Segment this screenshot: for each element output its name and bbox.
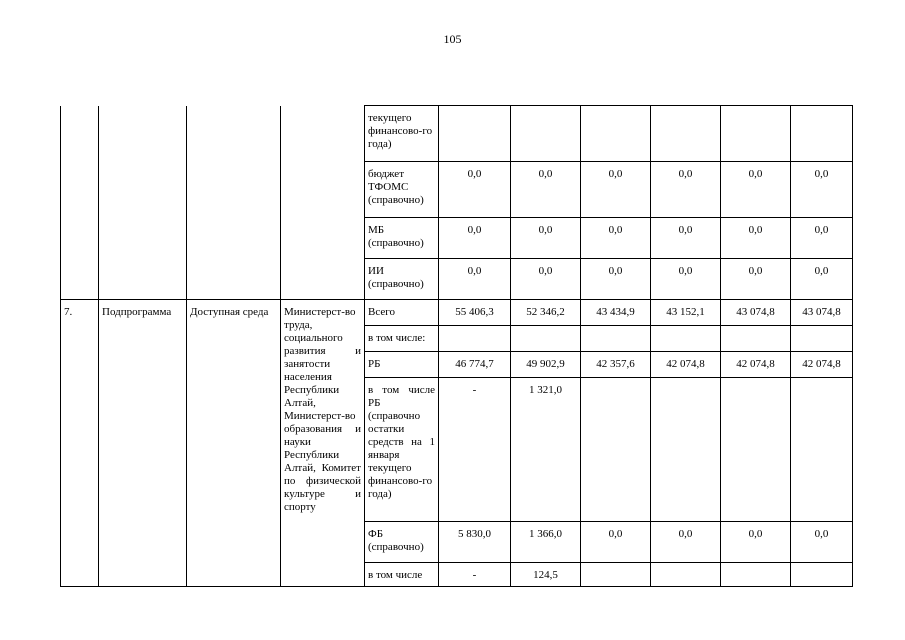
executor-cell xyxy=(281,106,365,300)
value-cell xyxy=(721,326,791,352)
value-cell: 5 830,0 xyxy=(439,522,511,563)
value-cell xyxy=(791,326,853,352)
value-cell: - xyxy=(439,563,511,587)
value-cell: 0,0 xyxy=(651,218,721,259)
value-cell: 0,0 xyxy=(651,259,721,300)
value-cell: 0,0 xyxy=(511,162,581,218)
source-label: РБ xyxy=(365,352,439,378)
value-cell: - xyxy=(439,378,511,522)
value-cell xyxy=(791,378,853,522)
value-cell: 42 357,6 xyxy=(581,352,651,378)
program-name: Доступная среда xyxy=(187,300,281,587)
value-cell xyxy=(721,563,791,587)
value-cell: 0,0 xyxy=(439,162,511,218)
program-executor: Министерст-во труда, социального развития и занятости населения Республики Алтай, Министерст-во образования и науки Республики Алтай, Комитет по физической культуре и спорту xyxy=(281,300,365,587)
value-cell: 0,0 xyxy=(651,522,721,563)
value-cell xyxy=(581,563,651,587)
page-number: 105 xyxy=(443,32,462,46)
value-cell: 46 774,7 xyxy=(439,352,511,378)
source-label: в том числе РБ (справочно остатки средств на 1 января текущего финансово-го года) xyxy=(365,378,439,522)
value-cell: 52 346,2 xyxy=(511,300,581,326)
value-cell xyxy=(651,563,721,587)
source-label: в том числе xyxy=(365,563,439,587)
value-cell: 0,0 xyxy=(581,162,651,218)
value-cell: 0,0 xyxy=(721,162,791,218)
value-cell: 0,0 xyxy=(581,259,651,300)
value-cell xyxy=(581,378,651,522)
value-cell xyxy=(439,326,511,352)
program-name-cell xyxy=(187,106,281,300)
value-cell: 0,0 xyxy=(721,218,791,259)
value-cell: 0,0 xyxy=(791,522,853,563)
value-cell: 42 074,8 xyxy=(721,352,791,378)
value-cell: 0,0 xyxy=(791,162,853,218)
value-cell xyxy=(581,326,651,352)
table-row xyxy=(61,106,853,162)
source-label: Всего xyxy=(365,300,439,326)
source-label: в том числе: xyxy=(365,326,439,352)
value-cell: 0,0 xyxy=(721,259,791,300)
value-cell xyxy=(651,378,721,522)
value-cell: 42 074,8 xyxy=(791,352,853,378)
value-cell xyxy=(651,326,721,352)
value-cell: 55 406,3 xyxy=(439,300,511,326)
value-cell: 49 902,9 xyxy=(511,352,581,378)
source-label: ФБ (справочно) xyxy=(365,522,439,563)
source-label: текущего финансово-го года) xyxy=(365,106,439,162)
value-cell xyxy=(791,563,853,587)
value-cell: 1 366,0 xyxy=(511,522,581,563)
program-type: Подпрограмма xyxy=(99,300,187,587)
program-type-cell xyxy=(99,106,187,300)
value-cell: 0,0 xyxy=(721,522,791,563)
value-cell xyxy=(721,378,791,522)
value-cell: 124,5 xyxy=(511,563,581,587)
value-cell: 0,0 xyxy=(791,259,853,300)
table-row xyxy=(61,300,853,326)
value-cell: 0,0 xyxy=(511,259,581,300)
budget-table-wrapper xyxy=(60,105,853,587)
source-label: ИИ (справочно) xyxy=(365,259,439,300)
source-label: МБ (справочно) xyxy=(365,218,439,259)
value-cell: 43 152,1 xyxy=(651,300,721,326)
program-number: 7. xyxy=(61,300,99,587)
value-cell: 0,0 xyxy=(511,218,581,259)
budget-table xyxy=(60,105,853,587)
value-cell xyxy=(511,326,581,352)
value-cell: 43 074,8 xyxy=(721,300,791,326)
value-cell: 1 321,0 xyxy=(511,378,581,522)
value-cell: 43 434,9 xyxy=(581,300,651,326)
source-label: бюджет ТФОМС (справочно) xyxy=(365,162,439,218)
number-cell xyxy=(61,106,99,300)
value-cell: 42 074,8 xyxy=(651,352,721,378)
value-cell: 0,0 xyxy=(581,522,651,563)
value-cell: 43 074,8 xyxy=(791,300,853,326)
value-cell: 0,0 xyxy=(439,218,511,259)
value-cell: 0,0 xyxy=(581,218,651,259)
value-cell: 0,0 xyxy=(439,259,511,300)
value-cell: 0,0 xyxy=(651,162,721,218)
value-cell: 0,0 xyxy=(791,218,853,259)
